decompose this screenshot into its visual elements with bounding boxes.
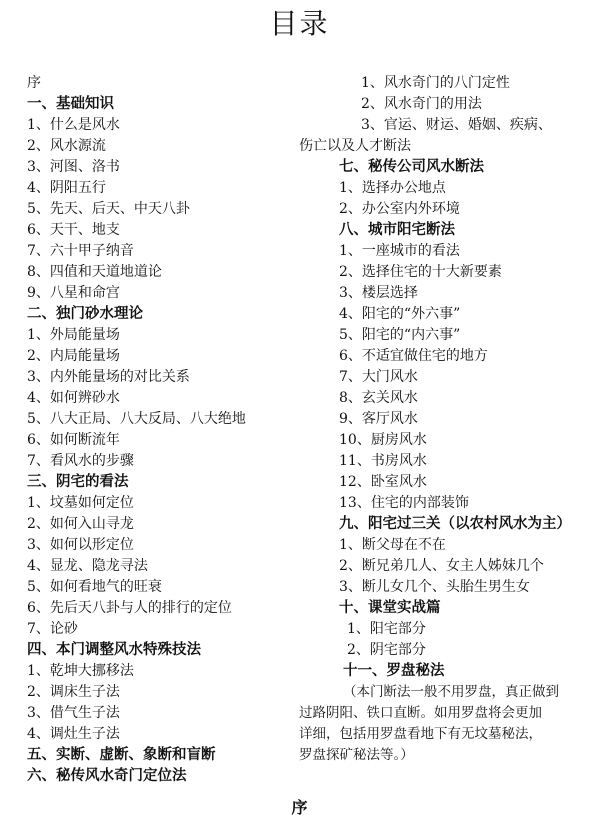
toc-entry: 1、阳宅部分 <box>347 621 426 637</box>
toc-entry: 2、风水源流 <box>27 138 106 154</box>
toc-entry: 2、阴宅部分 <box>347 642 426 658</box>
toc-entry: 6、如何断流年 <box>27 432 120 448</box>
toc-section-heading: 五、实断、虚断、象断和盲断 <box>27 747 216 763</box>
toc-entry: 2、内局能量场 <box>27 348 120 364</box>
toc-entry: 1、什么是风水 <box>27 117 120 133</box>
toc-entry: 4、显龙、隐龙寻法 <box>27 558 148 574</box>
toc-note-line: 罗盘探矿秘法等。） <box>299 747 414 763</box>
toc-entry: 3、断儿女几个、头胎生男生女 <box>339 579 530 595</box>
toc-entry: 11、书房风水 <box>339 453 427 469</box>
toc-entry: 1、坟墓如何定位 <box>27 495 134 511</box>
toc-section-heading: 十一、罗盘秘法 <box>343 663 445 679</box>
toc-entry: 1、断父母在不在 <box>339 537 446 553</box>
toc-entry: 7、论砂 <box>27 621 78 637</box>
toc-entry: 10、厨房风水 <box>339 432 427 448</box>
toc-entry: 序 <box>27 75 41 91</box>
preface-heading: 序 <box>291 798 308 817</box>
toc-note-line: 过路阴阳、铁口直断。如用罗盘将会更加 <box>299 705 542 721</box>
toc-entry: 5、先天、后天、中天八卦 <box>27 201 190 217</box>
toc-section-heading: 三、阴宅的看法 <box>27 474 129 490</box>
toc-entry: 3、楼层选择 <box>339 285 418 301</box>
toc-entry: 7、看风水的步骤 <box>27 453 134 469</box>
toc-entry: 2、风水奇门的用法 <box>361 96 482 112</box>
toc-left-column <box>27 73 307 787</box>
toc-entry: 1、一座城市的看法 <box>339 243 460 259</box>
toc-entry: 8、玄关风水 <box>339 390 418 406</box>
toc-section-heading: 一、基础知识 <box>27 96 114 112</box>
toc-section-heading: 十、课堂实战篇 <box>339 600 441 616</box>
toc-entry: 7、大门风水 <box>339 369 418 385</box>
toc-entry: 7、六十甲子纳音 <box>27 243 134 259</box>
toc-entry: 5、八大正局、八大反局、八大绝地 <box>27 411 246 427</box>
toc-entry: 9、八星和命宫 <box>27 285 120 301</box>
toc-entry: 12、卧室风水 <box>339 474 427 490</box>
toc-entry: 9、客厅风水 <box>339 411 418 427</box>
toc-section-heading: 九、阳宅过三关（以农村风水为主） <box>339 516 571 532</box>
toc-entry: 2、调床生子法 <box>27 684 120 700</box>
toc-entry: 4、调灶生子法 <box>27 726 120 742</box>
toc-section-heading: 七、秘传公司风水断法 <box>339 159 484 175</box>
toc-entry: 1、风水奇门的八门定性 <box>361 75 510 91</box>
toc-entry: 4、阳宅的“外六事” <box>339 306 461 322</box>
toc-entry: 6、先后天八卦与人的排行的定位 <box>27 600 232 616</box>
toc-entry: 3、官运、财运、婚姻、疾病、 <box>361 117 552 133</box>
toc-entry: 5、如何看地气的旺衰 <box>27 579 162 595</box>
toc-section-heading: 二、独门砂水理论 <box>27 306 143 322</box>
toc-entry: 8、四值和天道地道论 <box>27 264 162 280</box>
toc-entry: 1、乾坤大挪移法 <box>27 663 134 679</box>
toc-entry: 3、内外能量场的对比关系 <box>27 369 190 385</box>
toc-entry: 伤亡以及人才断法 <box>299 138 411 154</box>
toc-right-column <box>299 73 599 766</box>
toc-entry: 4、如何辨砂水 <box>27 390 120 406</box>
page-title: 目录 <box>269 7 330 40</box>
toc-entry: 3、借气生子法 <box>27 705 120 721</box>
toc-entry: 2、断兄弟几人、女主人姊妹几个 <box>339 558 544 574</box>
toc-section-heading: 四、本门调整风水特殊技法 <box>27 642 201 658</box>
toc-note-line: （本门断法一般不用罗盘，真正做到 <box>343 684 559 700</box>
toc-entry: 3、如何以形定位 <box>27 537 134 553</box>
toc-entry: 6、不适宜做住宅的地方 <box>339 348 488 364</box>
toc-entry: 2、选择住宅的十大新要素 <box>339 264 502 280</box>
toc-entry: 3、河图、洛书 <box>27 159 120 175</box>
toc-note-line: 详细，包括用罗盘看地下有无坟墓秘法， <box>299 726 542 742</box>
toc-section-heading: 六、秘传风水奇门定位法 <box>27 768 187 784</box>
toc-entry: 6、天干、地支 <box>27 222 120 238</box>
toc-entry: 2、如何入山寻龙 <box>27 516 134 532</box>
toc-entry: 1、选择办公地点 <box>339 180 446 196</box>
toc-entry: 5、阳宅的“内六事” <box>339 327 461 343</box>
toc-entry: 2、办公室内外环境 <box>339 201 460 217</box>
toc-entry: 1、外局能量场 <box>27 327 120 343</box>
toc-entry: 13、住宅的内部装饰 <box>339 495 469 511</box>
toc-entry: 4、阴阳五行 <box>27 180 106 196</box>
toc-section-heading: 八、城市阳宅断法 <box>339 222 455 238</box>
